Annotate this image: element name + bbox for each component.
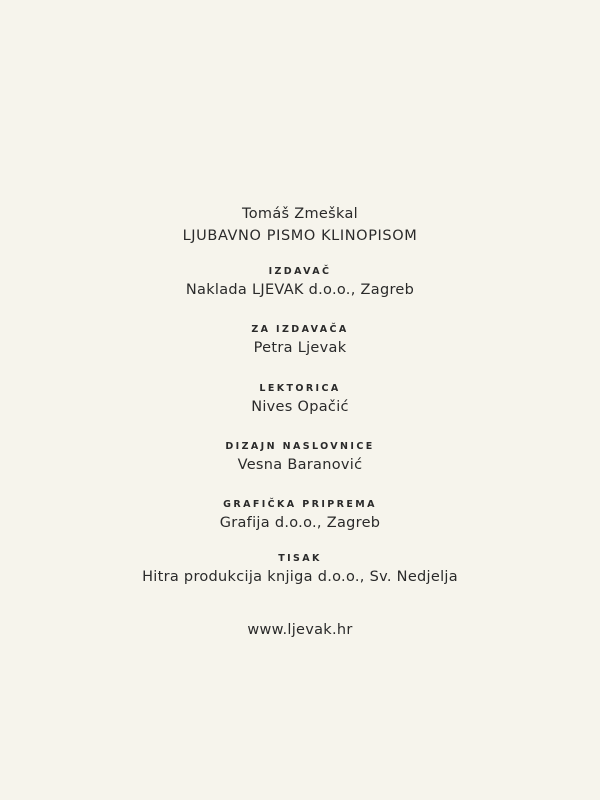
- credit-value: Vesna Baranović: [237, 457, 363, 473]
- credit-publisher: [0, 266, 600, 298]
- credit-label: DIZAJN NASLOVNICE: [225, 441, 375, 452]
- credit-label: TISAK: [278, 553, 322, 564]
- book-title: LJUBAVNO PISMO KLINOPISOM: [182, 228, 418, 244]
- credit-label: GRAFIČKA PRIPREMA: [223, 499, 377, 510]
- credit-for-publisher: [0, 324, 600, 356]
- publisher-website[interactable]: www.ljevak.hr: [247, 622, 353, 638]
- credit-value: Hitra produkcija knjiga d.o.o., Sv. Nedjelja: [142, 569, 458, 585]
- credit-label: IZDAVAČ: [268, 266, 332, 277]
- credit-prepress: [0, 499, 600, 531]
- credit-value: Petra Ljevak: [253, 340, 347, 356]
- credit-label: ZA IZDAVAČA: [251, 324, 349, 335]
- credit-printing: [0, 553, 600, 585]
- book-author: Tomáš Zmeškal: [242, 206, 358, 222]
- credit-value: Naklada LJEVAK d.o.o., Zagreb: [185, 282, 415, 298]
- credit-proofreader: [0, 383, 600, 415]
- credit-value: Grafija d.o.o., Zagreb: [219, 515, 381, 531]
- credit-cover-design: [0, 441, 600, 473]
- credit-label: LEKTORICA: [259, 383, 341, 394]
- credit-value: Nives Opačić: [251, 399, 349, 415]
